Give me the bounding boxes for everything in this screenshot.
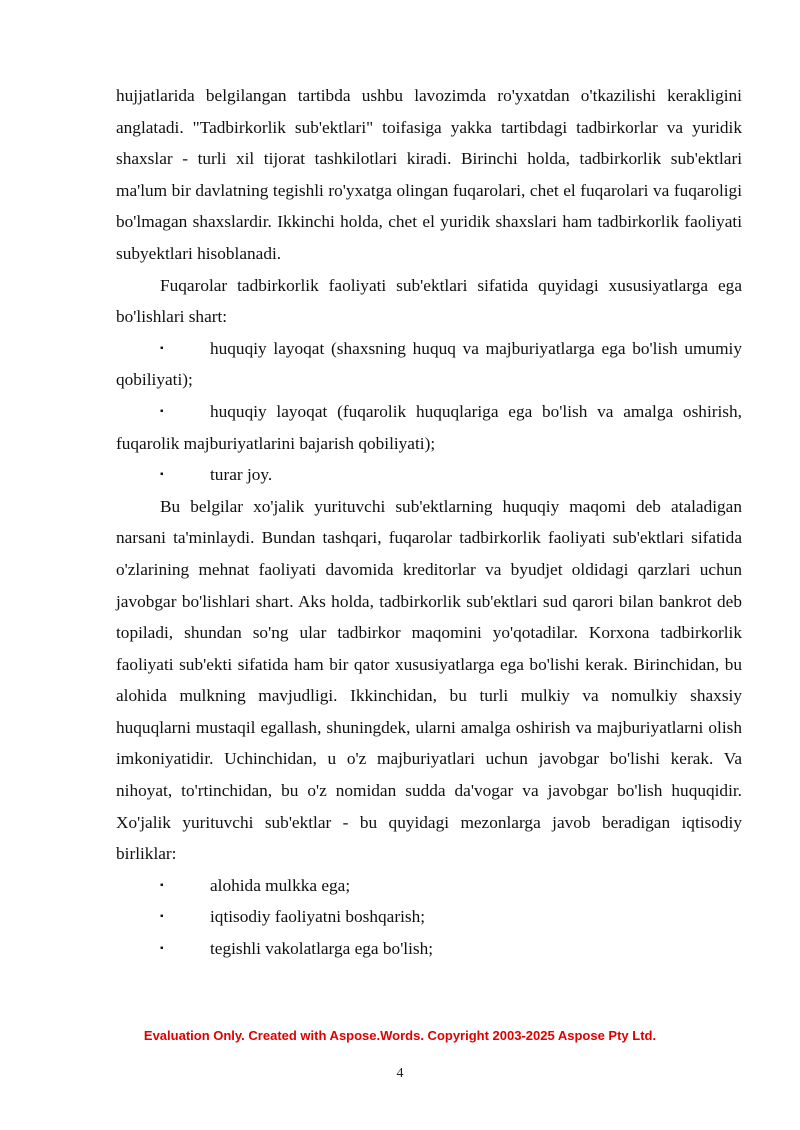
list-item xyxy=(116,933,742,965)
list-item-text: huquqiy layoqat (shaxsning huquq va majburiyatlarga ega bo'lish umumiy qobiliyati); xyxy=(116,338,742,390)
bullet-icon: ▪ xyxy=(160,911,164,923)
page-number: 4 xyxy=(396,1066,404,1081)
paragraph-2: Fuqarolar tadbirkorlik faoliyati sub'ektlari sifatida quyidagi xususiyatlarga ega bo'lishlari shart: xyxy=(116,275,742,327)
list-item xyxy=(116,459,742,491)
list-item xyxy=(116,396,742,459)
bullet-icon: ▪ xyxy=(160,879,164,891)
list-item-text: turar joy. xyxy=(210,465,273,485)
list-item xyxy=(116,333,742,396)
bullet-icon: ▪ xyxy=(160,342,164,354)
list-item-text: iqtisodiy faoliyatni boshqarish; xyxy=(210,907,426,927)
body-text xyxy=(116,80,742,965)
list-item-text: alohida mulkka ega; xyxy=(210,875,351,895)
paragraph-3: Bu belgilar xo'jalik yurituvchi sub'ektlarning huquqiy maqomi deb ataladigan narsani ta'minlaydi. Bundan tashqari, fuqarolar tadbirkorlik faoliyati sub'ektlari sifatida o'zlarining mehnat faoliyati davomida kreditorlar va byudjet oldidagi qarzlari uchun javobgar bo'lishlari shart. Aks holda, tadbirkorlik sub'ektlari sud qarori bilan bankrot deb topiladi, shundan so'ng ular tadbirkor maqomini yo'qotadilar. Korxona tadbirkorlik faoliyati sub'ekti sifatida ham bir qator xususiyatlarga ega bo'lishi kerak. Birinchidan, bu alohida mulkning mavjudligi. Ikkinchidan, bu turli mulkiy va nomulkiy shaxsiy huquqlarni mustaqil egallash, shuningdek, ularni amalga oshirish va majburiyatlarni olish imkoniyatidir. Uchinchidan, u o'z majburiyatlari uchun javobgar bo'lishi kerak. Va nihoyat, to'rtinchidan, bu o'z nomidan sudda da'vogar va javobgar bo'lish huquqidir. Xo'jalik yurituvchi sub'ektlar - bu quyidagi mezonlarga javob beradigan iqtisodiy birliklar: xyxy=(116,496,742,864)
list-item xyxy=(116,901,742,933)
bullet-icon: ▪ xyxy=(160,405,164,417)
evaluation-watermark: Evaluation Only. Created with Aspose.Words. Copyright 2003-2025 Aspose Pty Ltd. xyxy=(143,1028,657,1043)
list-item xyxy=(116,870,742,902)
list-item-text: tegishli vakolatlarga ega bo'lish; xyxy=(210,939,434,959)
bullet-icon: ▪ xyxy=(160,469,164,481)
list-item-text: huquqiy layoqat (fuqarolik huquqlariga ega bo'lish va amalga oshirish, fuqarolik majburiyatlarini bajarish qobiliyati); xyxy=(116,401,742,453)
bullet-icon: ▪ xyxy=(160,943,164,955)
paragraph-1: hujjatlarida belgilangan tartibda ushbu lavozimda ro'yxatdan o'tkazilishi kerakligini anglatadi. "Tadbirkorlik sub'ektlari" toifasiga yakka tartibdagi tadbirkorlar va yuridik shaxslar - turli xil tijorat tashkilotlari kiradi. Birinchi holda, tadbirkorlik sub'ektlari ma'lum bir davlatning tegishli ro'yxatga olingan fuqarolari, chet el fuqarolari va fuqaroligi bo'lmagan shaxslardir. Ikkinchi holda, chet el yuridik shaxslari ham tadbirkorlik faoliyati subyektlari hisoblanadi. xyxy=(116,86,742,263)
